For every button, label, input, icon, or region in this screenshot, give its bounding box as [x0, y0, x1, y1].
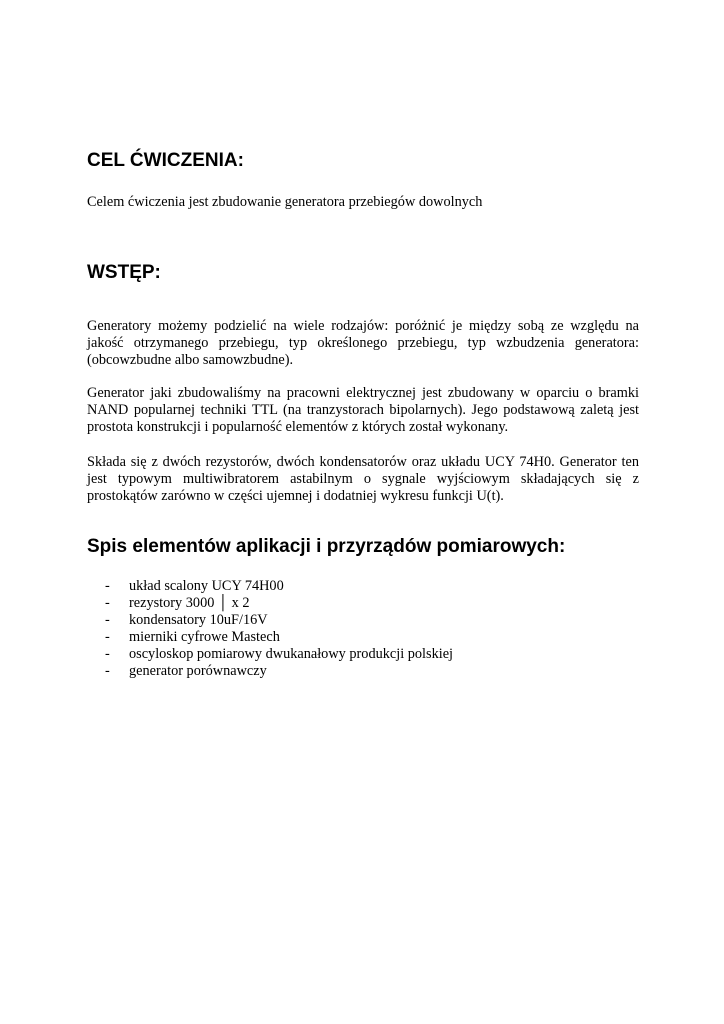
list-item-text: rezystory 3000 │ x 2: [129, 595, 250, 611]
list-bullet: -: [105, 629, 110, 645]
section-heading-cel: CEL ĆWICZENIA:: [87, 150, 244, 171]
list-item-text: generator porównawczy: [129, 663, 267, 679]
wstep-paragraph: Generator jaki zbudowaliśmy na pracowni elektrycznej jest zbudowany w oparciu o bramki NAND popularnej techniki TTL (na tranzystorach bipolarnych). Jego podstawową zaletą jest prostota konstrukcji i popularność elementów z których został wykonany.: [87, 385, 639, 435]
list-bullet: -: [105, 646, 110, 662]
list-item: [105, 629, 453, 646]
list-item-text: oscyloskop pomiarowy dwukanałowy produkcji polskiej: [129, 646, 454, 662]
section-heading-spis: Spis elementów aplikacji i przyrządów pomiarowych:: [87, 536, 566, 557]
list-item: [105, 646, 453, 663]
section-heading-wstep: WSTĘP:: [87, 262, 161, 283]
section-cel-text: Celem ćwiczenia jest zbudowanie generatora przebiegów dowolnych: [87, 194, 483, 210]
list-bullet: -: [105, 578, 110, 594]
list-item: [105, 663, 453, 680]
list-bullet: -: [105, 663, 110, 679]
element-list: [105, 578, 453, 680]
list-item: [105, 595, 453, 612]
list-item-text: kondensatory 10uF/16V: [129, 612, 268, 628]
list-item: [105, 578, 453, 595]
list-bullet: -: [105, 612, 110, 628]
list-item: [105, 612, 453, 629]
list-bullet: -: [105, 595, 110, 611]
list-item-text: mierniki cyfrowe Mastech: [129, 629, 280, 645]
wstep-paragraph: Generatory możemy podzielić na wiele rodzajów: poróżnić je między sobą ze względu na jakość otrzymanego przebiegu, typ określonego przebiegu, typ wzbudzenia generatora: (obcowzbudne albo samowzbudne).: [87, 318, 639, 368]
wstep-paragraph: Składa się z dwóch rezystorów, dwóch kondensatorów oraz układu UCY 74H0. Generator ten jest typowym multiwibratorem astabilnym o sygnale wyjściowym składających się z prostokątów zarówno w części ujemnej i dodatniej wykresu funkcji U(t).: [87, 454, 639, 504]
list-item-text: układ scalony UCY 74H00: [129, 578, 284, 594]
